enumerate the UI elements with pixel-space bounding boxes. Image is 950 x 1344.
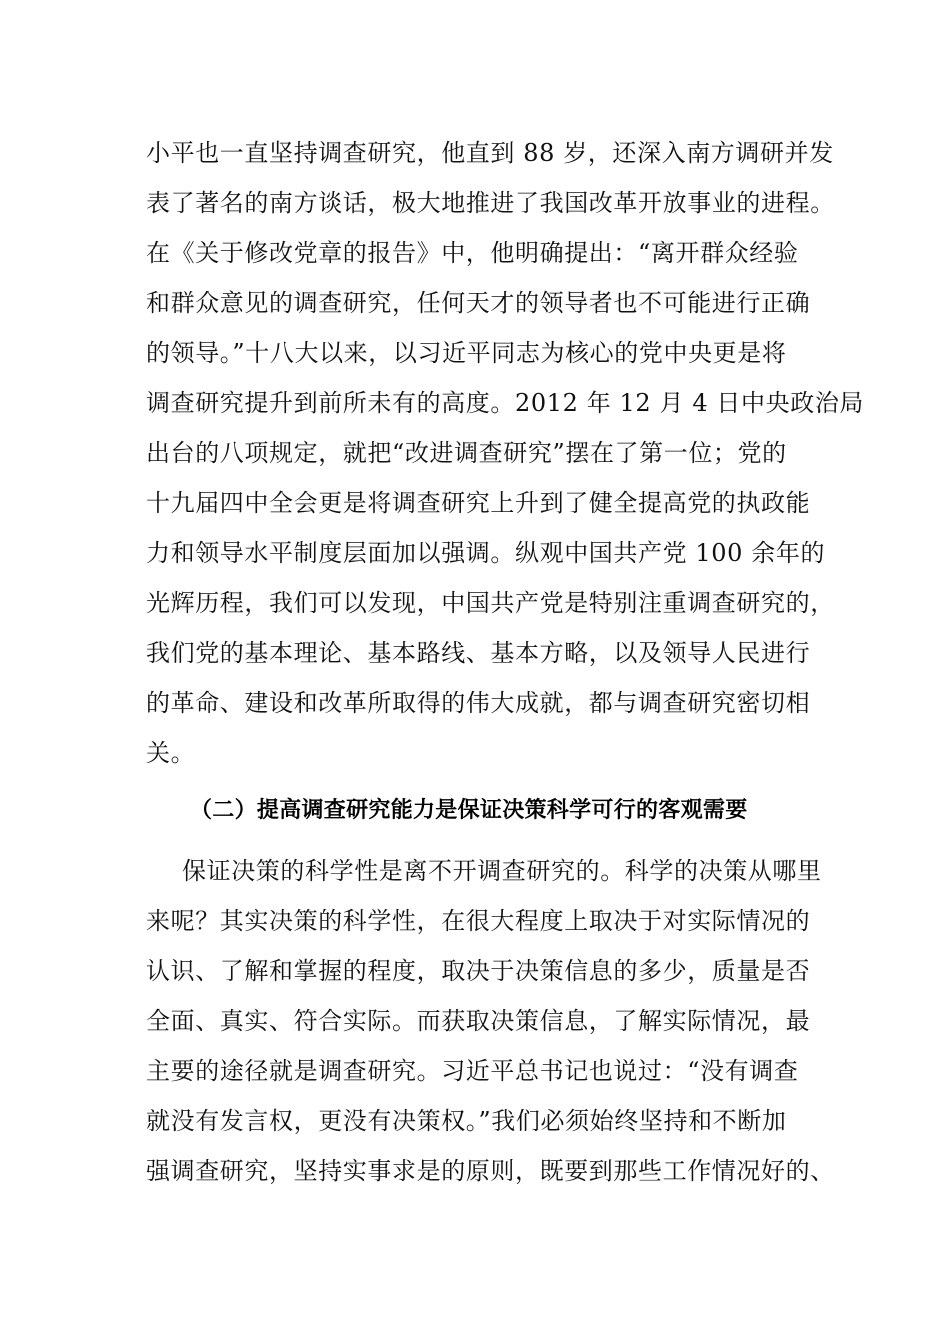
paragraph-line: 在《关于修改党章的报告》中，他明确提出：“离开群众经验	[146, 239, 799, 267]
paragraph-line: 光辉历程，我们可以发现，中国共产党是特别注重调查研究的，	[146, 589, 835, 617]
paragraph-line: 十九届四中全会更是将调查研究上升到了健全提高党的执政能	[146, 489, 811, 517]
paragraph-line: 我们党的基本理论、基本路线、基本方略，以及领导人民进行	[146, 639, 811, 667]
paragraph-line: 就没有发言权，更没有决策权。”我们必须始终坚持和不断加	[146, 1107, 787, 1135]
paragraph-line: 的领导。”十八大以来，以习近平同志为核心的党中央更是将	[146, 339, 787, 367]
paragraph-line: 小平也一直坚持调查研究，他直到 88 岁，还深入南方调研并发	[146, 139, 834, 167]
paragraph-line: 和群众意见的调查研究，任何天才的领导者也不可能进行正确	[146, 289, 811, 317]
paragraph-line: 出台的八项规定，就把“改进调查研究”摆在了第一位；党的	[146, 439, 787, 467]
paragraph-line: 全面、真实、符合实际。而获取决策信息，了解实际情况，最	[146, 1007, 811, 1035]
paragraph-line: 认识、了解和掌握的程度，取决于决策信息的多少，质量是否	[146, 957, 811, 985]
paragraph-line: 表了著名的南方谈话，极大地推进了我国改革开放事业的进程。	[146, 189, 835, 217]
paragraph-line: 主要的途径就是调查研究。习近平总书记也说过：“没有调查	[146, 1057, 799, 1085]
paragraph-line: 的革命、建设和改革所取得的伟大成就，都与调查研究密切相	[146, 689, 811, 717]
paragraph-line: 力和领导水平制度层面加以强调。纵观中国共产党 100 余年的	[146, 539, 826, 567]
paragraph-line: 调查研究提升到前所未有的高度。2012 年 12 月 4 日中央政治局	[146, 389, 865, 417]
paragraph-line: 来呢？其实决策的科学性，在很大程度上取决于对实际情况的	[146, 907, 811, 935]
paragraph-line: 关。	[146, 739, 196, 767]
paragraph-line: 保证决策的科学性是离不开调查研究的。科学的决策从哪里	[182, 857, 822, 885]
paragraph-line: 强调查研究，坚持实事求是的原则，既要到那些工作情况好的、	[146, 1157, 835, 1185]
section-heading: （二）提高调查研究能力是保证决策科学可行的客观需要	[190, 798, 748, 823]
